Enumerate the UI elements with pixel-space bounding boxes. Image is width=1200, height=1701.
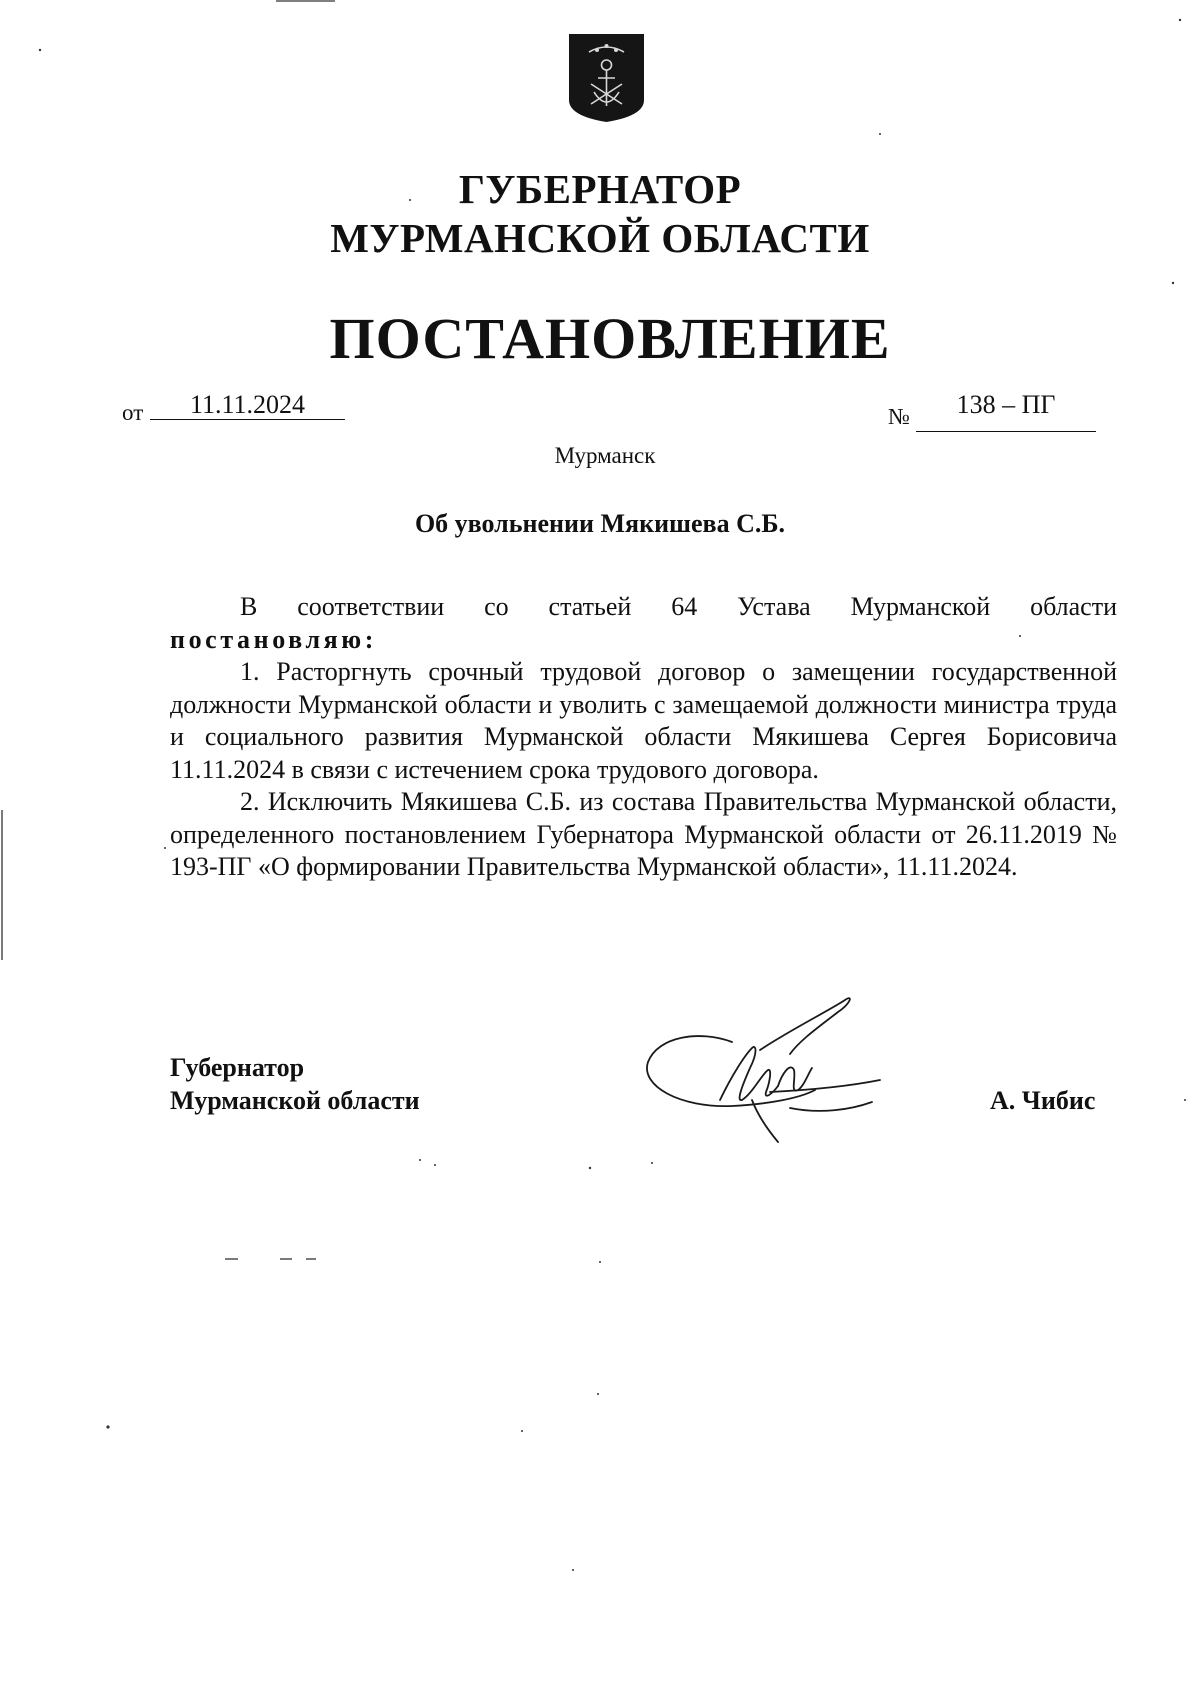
- signatory-position-line2: Мурманской области: [170, 1086, 420, 1115]
- number-label: №: [888, 404, 910, 429]
- issue-city: Мурманск: [554, 443, 656, 468]
- document-subject: Об увольнении Мякишева С.Б.: [414, 509, 786, 538]
- handwritten-signature: [640, 990, 890, 1160]
- signatory-name: А. Чибис: [990, 1086, 1096, 1115]
- document-number: 138 – ПГ: [956, 390, 1056, 419]
- item-2-paragraph: 2. Исключить Мякишева С.Б. из состава Правительства Мурманской области, определенного постановлением Губернатора Мурманской области от 26.11.2019 № 193-ПГ «О формировании Правительства Мурманской области», 11.11.2024.: [170, 787, 1117, 881]
- document-type-title: ПОСТАНОВЛЕНИЕ: [329, 306, 891, 371]
- number-underline: [916, 431, 1096, 432]
- item-1-paragraph: 1. Расторгнуть срочный трудовой договор о замещении государственной должности Мурманской области и уволить с замещаемой должности министра труда и социального развития Мурманской области Мякишева Сергея Борисовича 11.11.2024 в связи с истечением срока трудового договора.: [170, 657, 1117, 784]
- authority-title-line2: МУРМАНСКОЙ ОБЛАСТИ: [330, 215, 870, 261]
- signatory-position: [170, 1051, 420, 1117]
- signatory-position-line1: Губернатор: [170, 1053, 305, 1082]
- document-date: 11.11.2024: [189, 390, 306, 419]
- date-label: от: [122, 400, 144, 425]
- preamble-paragraph: В соответствии со статьей 64 Устава Мурманской области: [240, 592, 1117, 621]
- authority-title-line1: ГУБЕРНАТОР: [458, 166, 742, 212]
- coat-of-arms-icon: [567, 32, 646, 124]
- decree-word: постановляю:: [170, 624, 378, 654]
- document-body: [170, 591, 1117, 884]
